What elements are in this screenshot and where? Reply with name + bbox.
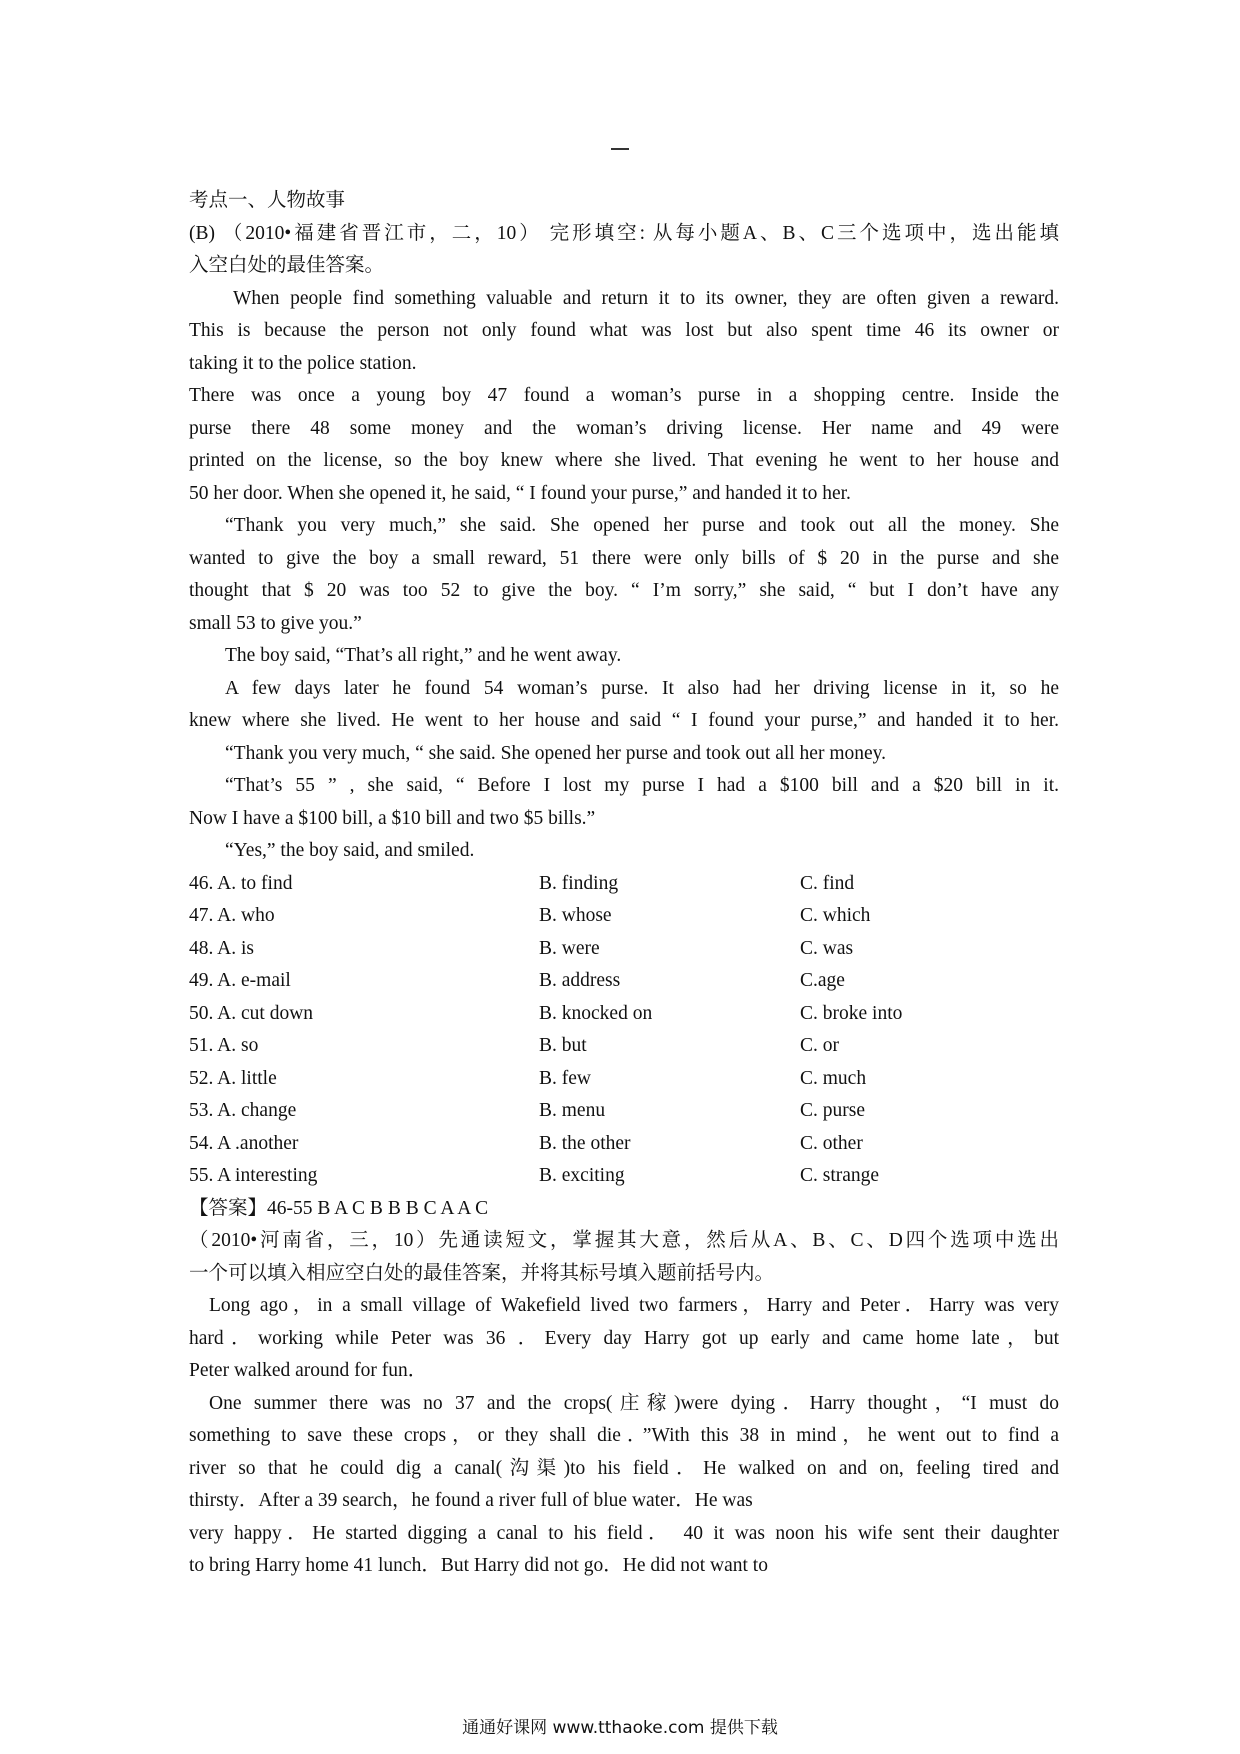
option-b: B. were	[539, 937, 600, 959]
option-c: C. purse	[800, 1100, 865, 1121]
option-row	[189, 1063, 1059, 1096]
option-a: 53. A. change	[189, 1100, 297, 1121]
option-b: B. but	[539, 1035, 587, 1056]
q1-intro-line: 入空白处的最佳答案。	[189, 255, 385, 276]
option-b: B. exciting	[539, 1165, 625, 1186]
passage-line: knew where she lived. He went to her house and said “ I found your purse,” and handed it to her.	[189, 710, 1059, 731]
passage-line: thought that $ 20 was too 52 to give the boy. “ I’m sorry,” she said, “ but I don’t have any	[189, 580, 1059, 601]
passage-line: Long ago，in a small village of Wakefield lived two farmers，Harry and Peter．Harry was very	[209, 1295, 1059, 1316]
option-a: 48. A. is	[189, 937, 255, 959]
option-c: C. find	[800, 872, 855, 894]
option-b: B. address	[539, 970, 621, 991]
option-c: C. or	[800, 1035, 839, 1056]
passage-line: wanted to give the boy a small reward, 51 there were only bills of $ 20 in the purse and she	[189, 547, 1059, 569]
option-b: B. few	[539, 1067, 591, 1089]
option-row	[189, 1128, 1059, 1161]
passage-line: The boy said, “That’s all right,” and he went away.	[225, 645, 622, 666]
passage-line: “Yes,” the boy said, and smiled.	[225, 840, 475, 861]
header-mark	[611, 148, 629, 150]
passage-line: One summer there was no 37 and the crops(庄稼)were dying．Harry thought，“I must do	[209, 1392, 1059, 1414]
option-a: 47. A. who	[189, 905, 275, 926]
passage-line: purse there 48 some money and the woman’s driving license. Her name and 49 were	[189, 417, 1059, 439]
passage-line: “Thank you very much,” she said. She opened her purse and took out all the money. She	[225, 515, 1059, 536]
passage-line: thirsty．After a 39 search，he found a river full of blue water．He was	[189, 1490, 753, 1511]
option-a: 49. A. e-mail	[189, 970, 291, 991]
option-b: B. the other	[539, 1132, 631, 1154]
option-c: C.age	[800, 970, 845, 991]
option-a: 55. A interesting	[189, 1165, 318, 1186]
passage-line: very happy．He started digging a canal to his field． 40 it was noon his wife sent their daughter	[189, 1522, 1059, 1544]
passage-line: hard．working while Peter was 36 ．Every day Harry got up early and came home late，but	[189, 1327, 1059, 1349]
option-row	[189, 868, 1059, 901]
option-row	[189, 933, 1059, 966]
passage-line: something to save these crops，or they shall die．”With this 38 in mind，he went out to find a	[189, 1425, 1059, 1446]
option-b: B. knocked on	[539, 1002, 653, 1024]
option-row	[189, 998, 1059, 1031]
passage-line: Now I have a $100 bill, a $10 bill and two $5 bills.”	[189, 807, 596, 829]
passage-line: river so that he could dig a canal(沟渠)to his field．He walked on and on, feeling tired and	[189, 1457, 1059, 1479]
q2-intro-line: （2010•河南省，三，10）先通读短文，掌握其大意，然后从A、B、C、D四个选项中选出	[189, 1230, 1059, 1251]
option-c: C. was	[800, 937, 854, 959]
passage-line: taking it to the police station.	[189, 352, 417, 374]
option-row	[189, 1160, 1059, 1193]
section-title: 考点一、人物故事	[189, 190, 346, 211]
passage-line: A few days later he found 54 woman’s purse. It also had her driving license in it, so he	[225, 677, 1059, 699]
passage-line: Peter walked around for fun．	[189, 1360, 428, 1381]
option-a: 46. A. to find	[189, 872, 293, 894]
passage-line: small 53 to give you.”	[189, 612, 362, 634]
passage-line: When people find something valuable and return it to its owner, they are often given a reward.	[233, 287, 1059, 309]
option-row	[189, 1095, 1059, 1128]
passage-line: This is because the person not only found what was lost but also spent time 46 its owner or	[189, 320, 1059, 341]
passage-line: to bring Harry home 41 lunch．But Harry did not go．He did not want to	[189, 1555, 768, 1576]
option-c: C. strange	[800, 1165, 880, 1186]
option-b: B. whose	[539, 905, 612, 926]
passage-line: “Thank you very much, “ she said. She opened her purse and took out all her money.	[225, 742, 887, 764]
option-a: 52. A. little	[189, 1067, 277, 1089]
passage-line: printed on the license, so the boy knew where she lived. That evening he went to her house and	[189, 450, 1059, 471]
option-a: 54. A .another	[189, 1132, 299, 1154]
passage-line: There was once a young boy 47 found a woman’s purse in a shopping centre. Inside the	[189, 385, 1059, 406]
option-b: B. finding	[539, 872, 619, 894]
option-row	[189, 900, 1059, 933]
option-b: B. menu	[539, 1100, 606, 1121]
passage-line: 50 her door. When she opened it, he said, “ I found your purse,” and handed it to her.	[189, 482, 851, 504]
option-c: C. other	[800, 1132, 863, 1154]
passage-line: “That’s 55 ” , she said, “ Before I lost my purse I had a $100 bill and a $20 bill in it.	[225, 775, 1059, 796]
q2-intro-line: 一个可以填入相应空白处的最佳答案，并将其标号填入题前括号内。	[189, 1262, 775, 1284]
option-c: C. which	[800, 905, 871, 926]
document-body	[189, 185, 1059, 1583]
option-row	[189, 1030, 1059, 1063]
option-c: C. much	[800, 1067, 867, 1089]
option-a: 51. A. so	[189, 1035, 259, 1056]
page-footer: 通通好课网 www.tthaoke.com 提供下载	[462, 1718, 778, 1738]
option-c: C. broke into	[800, 1002, 903, 1024]
option-a: 50. A. cut down	[189, 1002, 314, 1024]
answer-key: 【答案】46-55 B A C B B B C A A C	[189, 1197, 489, 1219]
option-row	[189, 965, 1059, 998]
q1-intro-line: (B) （2010•福建省晋江市，二，10） 完形填空: 从每小题A、B、C三个选项中，选出能填	[189, 222, 1059, 244]
